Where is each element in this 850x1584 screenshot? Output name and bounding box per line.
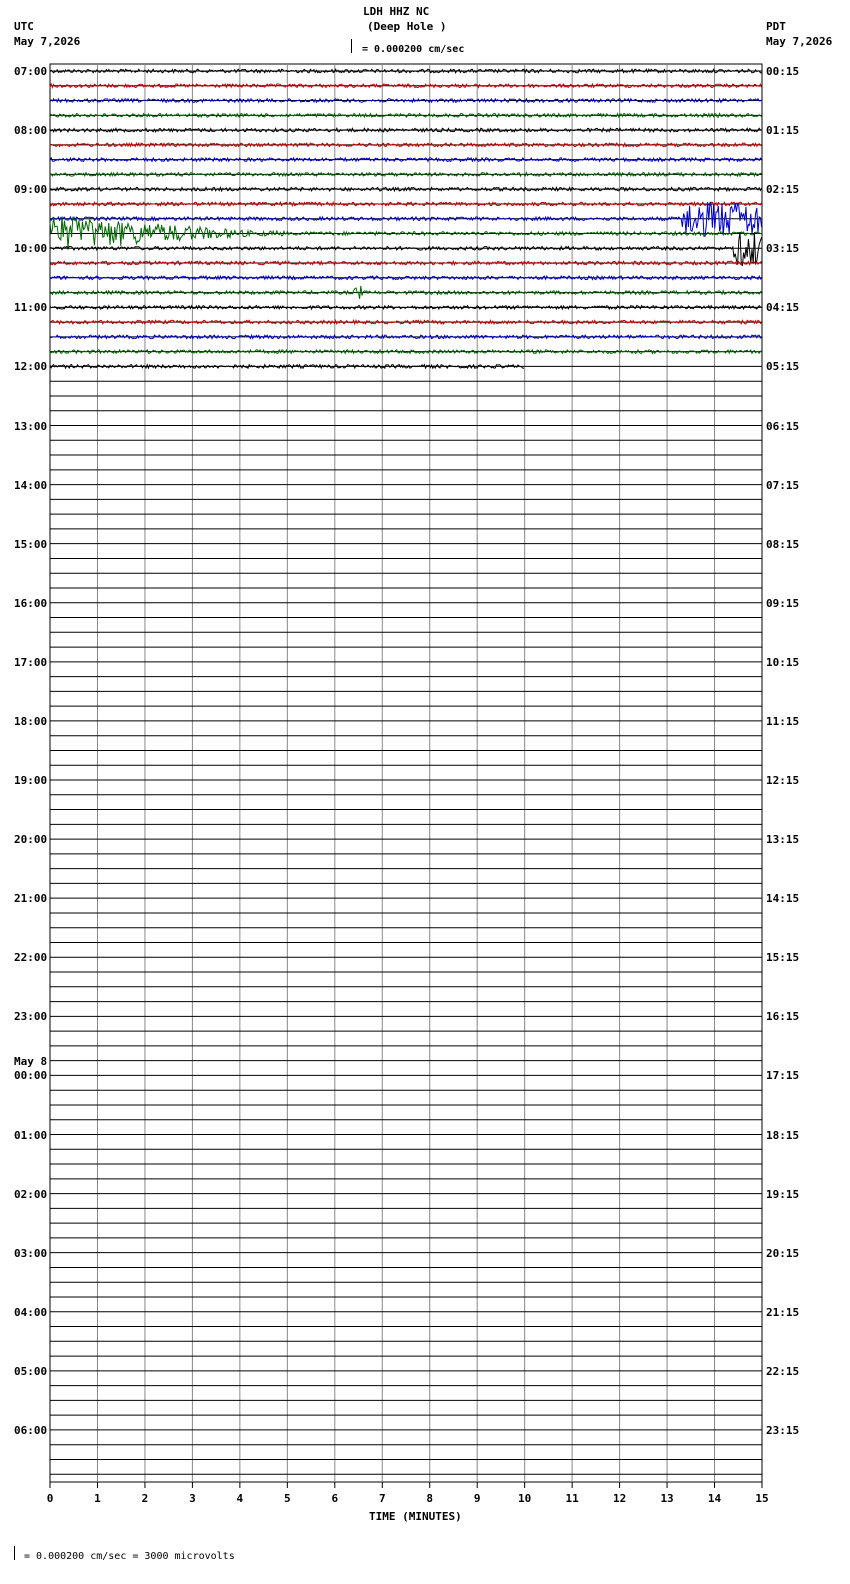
utc-hour-label: 14:00 [14, 478, 48, 492]
utc-hour-label: 23:00 [14, 1010, 48, 1024]
pdt-hour-label: 13:15 [766, 833, 800, 847]
pdt-zone-label: PDT [766, 20, 786, 33]
date-change-label: May 8 [14, 1055, 48, 1069]
x-tick-label: 8 [426, 1492, 434, 1505]
pdt-date-label: May 7,2026 [766, 35, 833, 48]
utc-zone-label: UTC [14, 20, 34, 33]
x-tick-label: 12 [612, 1492, 627, 1505]
trace-row [50, 320, 762, 324]
pdt-hour-label: 04:15 [766, 301, 800, 315]
utc-hour-label: 12:00 [14, 360, 48, 374]
pdt-hour-label: 14:15 [766, 892, 800, 906]
x-axis [47, 1482, 769, 1505]
pdt-hour-label: 18:15 [766, 1128, 800, 1142]
x-tick-label: 4 [236, 1492, 244, 1505]
x-axis-title: TIME (MINUTES) [369, 1510, 462, 1523]
x-tick-label: 1 [94, 1492, 101, 1505]
x-tick-label: 14 [707, 1492, 722, 1505]
pdt-hour-label: 01:15 [766, 124, 800, 138]
x-tick-label: 9 [473, 1492, 481, 1505]
x-tick-label: 0 [46, 1492, 54, 1505]
utc-hour-label: 16:00 [14, 596, 48, 610]
site-subtitle: (Deep Hole ) [367, 20, 447, 33]
x-tick-label: 6 [331, 1492, 339, 1505]
utc-hour-label: 08:00 [14, 124, 48, 138]
station-title: LDH HHZ NC [363, 5, 430, 18]
utc-hour-label: 06:00 [14, 1423, 48, 1437]
utc-hour-label: 17:00 [14, 655, 48, 669]
x-tick-label: 15 [755, 1492, 769, 1505]
pdt-hour-label: 21:15 [766, 1305, 800, 1319]
pdt-hour-label: 12:15 [766, 774, 800, 787]
x-tick-label: 2 [141, 1492, 149, 1505]
utc-hour-label: 09:00 [14, 183, 48, 197]
utc-date-label: May 7,2026 [14, 35, 81, 48]
x-tick-label: 11 [565, 1492, 579, 1505]
utc-hour-label: 04:00 [14, 1305, 48, 1319]
utc-hour-label: 18:00 [14, 714, 48, 728]
utc-hour-label: 05:00 [14, 1364, 48, 1378]
utc-hour-label: 01:00 [14, 1128, 48, 1142]
utc-hour-label: 02:00 [14, 1187, 48, 1201]
utc-hour-label: 11:00 [14, 301, 48, 315]
pdt-hour-label: 22:15 [766, 1364, 800, 1378]
pdt-hour-label: 10:15 [766, 655, 800, 669]
pdt-hour-label: 08:15 [766, 537, 800, 551]
scale-text: = 0.000200 cm/sec [362, 44, 465, 55]
pdt-hour-label: 07:15 [766, 478, 800, 492]
x-tick-label: 5 [284, 1492, 291, 1505]
utc-hour-label: 07:00 [14, 65, 48, 78]
footer-scale-icon [14, 1546, 15, 1560]
pdt-hour-label: 15:15 [766, 951, 800, 965]
utc-hour-label: 19:00 [14, 774, 48, 787]
utc-hour-label: 13:00 [14, 419, 48, 433]
pdt-hour-label: 16:15 [766, 1010, 800, 1024]
utc-hour-label: 15:00 [14, 537, 48, 551]
utc-hour-label: 21:00 [14, 892, 48, 906]
trace-row [50, 216, 762, 248]
x-tick-label: 13 [660, 1492, 674, 1505]
pdt-hour-label: 19:15 [766, 1187, 800, 1201]
pdt-hour-label: 17:15 [766, 1069, 800, 1083]
pdt-hour-label: 00:15 [766, 65, 800, 78]
x-tick-label: 10 [518, 1492, 532, 1505]
pdt-hour-label: 20:15 [766, 1246, 800, 1260]
utc-hour-label: 22:00 [14, 951, 48, 965]
x-tick-label: 3 [189, 1492, 196, 1505]
pdt-hour-label: 09:15 [766, 596, 800, 610]
utc-hour-label: 20:00 [14, 833, 48, 847]
footer-scale-note: = 0.000200 cm/sec = 3000 microvolts [24, 1551, 235, 1562]
pdt-hour-label: 23:15 [766, 1423, 800, 1437]
pdt-hour-label: 11:15 [766, 714, 800, 728]
pdt-hour-label: 03:15 [766, 242, 800, 256]
pdt-hour-label: 02:15 [766, 183, 800, 197]
scale-bar-icon [351, 39, 352, 53]
x-tick-label: 7 [378, 1492, 386, 1505]
utc-hour-label: 10:00 [14, 242, 48, 256]
utc-hour-label: 03:00 [14, 1246, 48, 1260]
pdt-hour-label: 06:15 [766, 419, 800, 433]
utc-hour-label: 00:00 [14, 1069, 48, 1083]
pdt-hour-label: 05:15 [766, 360, 800, 374]
